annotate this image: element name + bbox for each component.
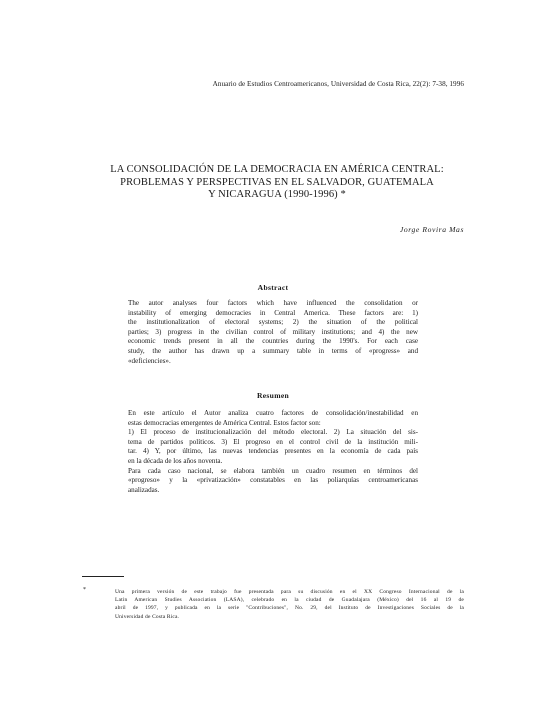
footnote-line: Universidad de Costa Rica.: [115, 613, 180, 620]
footnote-marker: *: [83, 587, 86, 593]
resumen-heading: Resumen: [256, 391, 290, 400]
resumen-line: En este artículo el Autor analiza cuatro factores de consolidación/inestabilidad en: [128, 409, 418, 417]
resumen-line: tema de partidos políticos. 3) El progreso en el control civil de la institución mili-: [128, 437, 418, 446]
resumen-line: en la década de los años noventa.: [128, 456, 223, 465]
journal-reference: Anuario de Estudios Centroamericanos, Universidad de Costa Rica, 22(2): 7-38, 1996: [212, 80, 464, 88]
abstract-heading: Abstract: [257, 283, 289, 292]
resumen-line: estas democracias emergentes de América Central. Estos factor son:: [128, 418, 321, 427]
footnote-rule: [82, 576, 124, 577]
resumen-body: [128, 409, 418, 495]
article-title: [95, 164, 459, 202]
footnote-line: Una primera versión de este trabajo fue presentada para su discusión en el XX Congreso Internacional de la: [115, 589, 464, 595]
title-line-3: Y NICARAGUA (1990-1996) *: [208, 189, 346, 200]
abstract-line: economic trends present in all the countries during the 1990's. For each case: [128, 337, 418, 346]
resumen-line: analizadas.: [128, 485, 160, 494]
author-name: Jorge Rovira Mas: [399, 225, 464, 234]
abstract-line: the institutionalization of electoral systems; 2) the situation of the political: [128, 318, 418, 327]
abstract-line: study, the author has drawn up a summary table in terms of «progress» and: [128, 346, 418, 355]
abstract-line: The autor analyses four factors which have influenced the consolidation or: [128, 299, 418, 307]
resumen-line: 1) El proceso de institucionalización del método electoral. 2) La situación del sis-: [128, 428, 418, 437]
abstract-line: instability of emerging democracies in Central America. These factors are: 1): [128, 308, 418, 317]
abstract-line: parties; 3) progress in the civilian control of military institutions; and 4) the new: [128, 327, 418, 336]
resumen-line: Para cada caso nacional, se elabora también un cuadro resumen en términos del: [128, 466, 418, 475]
abstract-line: «deficiencies».: [128, 356, 171, 365]
footnote-text: [115, 588, 464, 621]
resumen-line: tar. 4) Y, por último, las nuevas tendencias presentes en la economía de cada país: [128, 447, 418, 456]
abstract-body: [128, 299, 418, 366]
title-line-2: PROBLEMAS Y PERSPECTIVAS EN EL SALVADOR, GUATEMALA: [120, 176, 434, 188]
resumen-line: «progreso» y la «privatización» constatables en las poliarquías centroamericanas: [128, 476, 418, 485]
footnote-line: abril de 1997, y publicada en la serie "Contribuciones", No. 29, del Instituto de Investigaciones Sociales de la: [115, 605, 464, 612]
footnote-line: Latin American Studies Association (LASA), celebrado en la ciudad de Guadalajara (México) del 16 al 19 de: [115, 597, 464, 604]
title-line-1: LA CONSOLIDACIÓN DE LA DEMOCRACIA EN AMÉRICA CENTRAL:: [110, 164, 444, 175]
